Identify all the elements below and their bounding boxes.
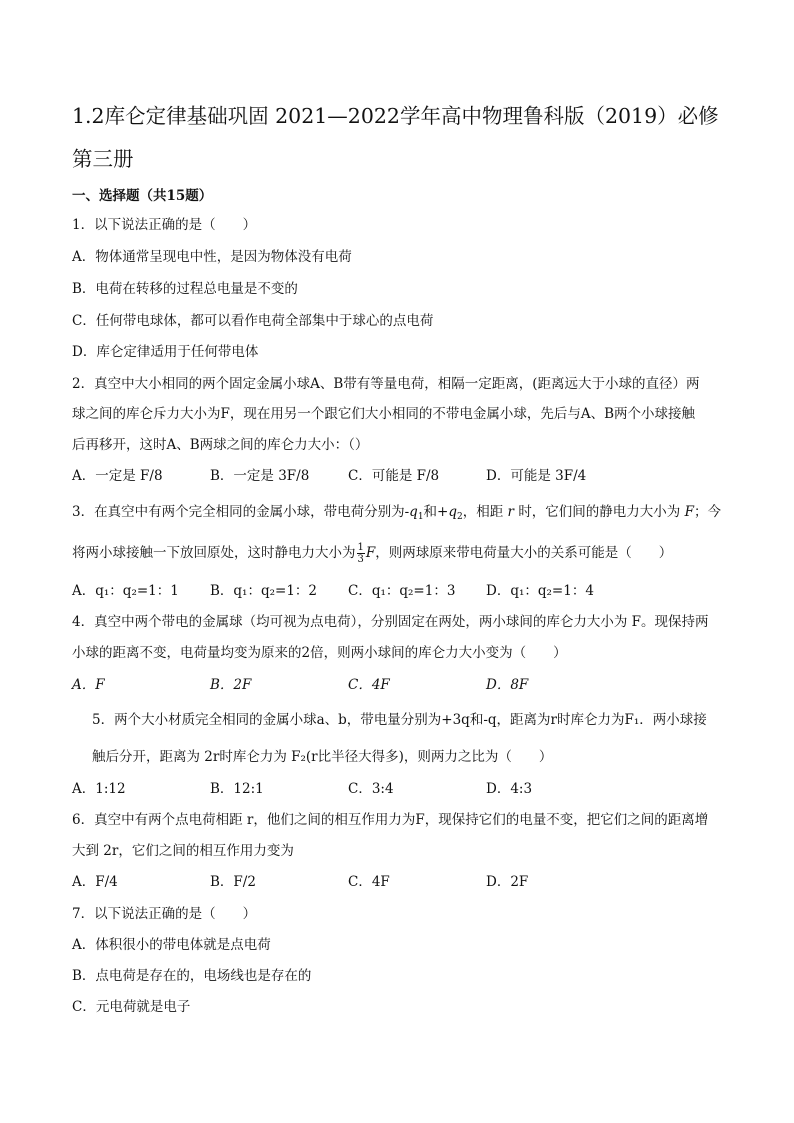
- question-4-option-c: C．4F: [348, 677, 390, 693]
- question-4-stem-line-2: 小球的距离不变，电荷量均变为原来的2倍，则两小球间的库仑力大小变为（ ）: [72, 645, 567, 661]
- question-3-text: 将两小球接触一下放回原处，这时静电力大小为: [72, 545, 356, 561]
- question-7-option-b: B．点电荷是存在的，电场线也是存在的: [72, 968, 312, 984]
- question-3-option-d: D．q₁：q₂=1：4: [486, 583, 594, 599]
- question-4-option-d: D．8F: [486, 677, 529, 693]
- subscript: 2: [457, 512, 463, 522]
- question-6-stem-line-1: 6．真空中有两个点电荷相距 r，他们之间的相互作用力为F，现保持它们的电量不变，把它们之间的距离增: [72, 812, 709, 828]
- question-2-option-c: C．可能是 F/8: [348, 468, 440, 484]
- question-3-option-c: C．q₁：q₂=1：3: [348, 583, 456, 599]
- document-title: 1.2库仑定律基础巩固 2021—2022学年高中物理鲁科版（2019）必修: [72, 104, 719, 128]
- question-5-stem-line-1: 5．两个大小材质完全相同的金属小球a、b，带电量分别为+3q和-q，距离为r时库仑力为F₁．两小球接: [92, 712, 707, 728]
- question-4-option-a: A．F: [72, 677, 105, 693]
- question-2-option-b: B．一定是 3F/8: [210, 468, 310, 484]
- question-3-option-a: A．q₁：q₂=1：1: [72, 583, 179, 599]
- question-3-text: ，则两球原来带电荷量大小的关系可能是（ ）: [375, 545, 673, 561]
- question-5-stem-line-2: 触后分开，距离为 2r时库仑力为 F₂(r比半径大得多)，则两力之比为（ ）: [92, 749, 553, 765]
- question-5-option-d: D．4:3: [486, 781, 533, 797]
- fraction: [357, 542, 365, 565]
- question-3-stem-line-2: [72, 540, 728, 566]
- question-6-option-c: C．4F: [348, 874, 390, 890]
- question-1-option-b: B．电荷在转移的过程总电量是不变的: [72, 281, 298, 297]
- question-6-option-b: B．F/2: [210, 874, 256, 890]
- question-5-option-a: A．1:12: [72, 781, 126, 797]
- document-title-continued: 第三册: [72, 147, 134, 171]
- question-7-option-a: A．体积很小的带电体就是点电荷: [72, 937, 271, 953]
- question-1-stem: 1．以下说法正确的是（ ）: [72, 217, 257, 233]
- question-2-option-d: D．可能是 3F/4: [486, 468, 587, 484]
- question-6-stem-line-2: 大到 2r，它们之间的相互作用力变为: [72, 843, 294, 859]
- question-1-option-a: A．物体通常呈现电中性，是因为物体没有电荷: [72, 249, 352, 265]
- subscript: 1: [417, 512, 424, 522]
- question-4-option-b: B．2F: [210, 677, 252, 693]
- question-2-stem-line-2: 球之间的库仑斥力大小为F，现在用另一个跟它们大小相同的不带电金属小球，先后与A、B两个小球接触: [72, 406, 696, 422]
- question-3-text: ，相距: [462, 504, 504, 520]
- symbol-r: r: [507, 504, 515, 520]
- question-1-option-c: C．任何带电球体，都可以看作电荷全部集中于球心的点电荷: [72, 313, 434, 329]
- question-3-text: 3．在真空中有两个完全相同的金属小球，带电荷分别为-: [72, 504, 410, 520]
- question-5-option-b: B．12:1: [210, 781, 264, 797]
- symbol-q: q: [409, 504, 418, 520]
- question-4-stem-line-1: 4．真空中两个带电的金属球（均可视为点电荷），分别固定在两处，两小球间的库仑力大小为 F。现保持两: [72, 614, 709, 630]
- question-3-text: 和+: [423, 504, 449, 520]
- fraction-numerator: 1: [357, 542, 364, 553]
- symbol-f: F: [684, 504, 694, 520]
- question-2-option-a: A．一定是 F/8: [72, 468, 163, 484]
- question-3-option-b: B．q₁：q₂=1：2: [210, 583, 318, 599]
- question-3-stem-line-1: [72, 503, 728, 526]
- fraction-denominator: 3: [357, 554, 364, 565]
- section-heading: 一、选择题（共15题）: [72, 188, 213, 204]
- question-5-option-c: C．3:4: [348, 781, 394, 797]
- symbol-q: q: [448, 504, 458, 520]
- question-1-option-d: D．库仑定律适用于任何带电体: [72, 344, 259, 360]
- question-7-stem: 7．以下说法正确的是（ ）: [72, 906, 257, 922]
- question-6-option-d: D．2F: [486, 874, 529, 890]
- question-3-text: ；今: [693, 504, 721, 520]
- question-7-option-c: C．元电荷就是电子: [72, 999, 191, 1015]
- question-6-option-a: A．F/4: [72, 874, 118, 890]
- question-2-stem-line-3: 后再移开，这时A、B两球之间的库仑力大小：（）: [72, 437, 369, 453]
- question-2-stem-line-1: 2．真空中大小相同的两个固定金属小球A、B带有等量电荷，相隔一定距离，(距离远大于小球的直径）两: [72, 376, 700, 392]
- symbol-f: F: [365, 545, 376, 561]
- question-3-text: 时，它们间的静电力大小为: [518, 504, 681, 520]
